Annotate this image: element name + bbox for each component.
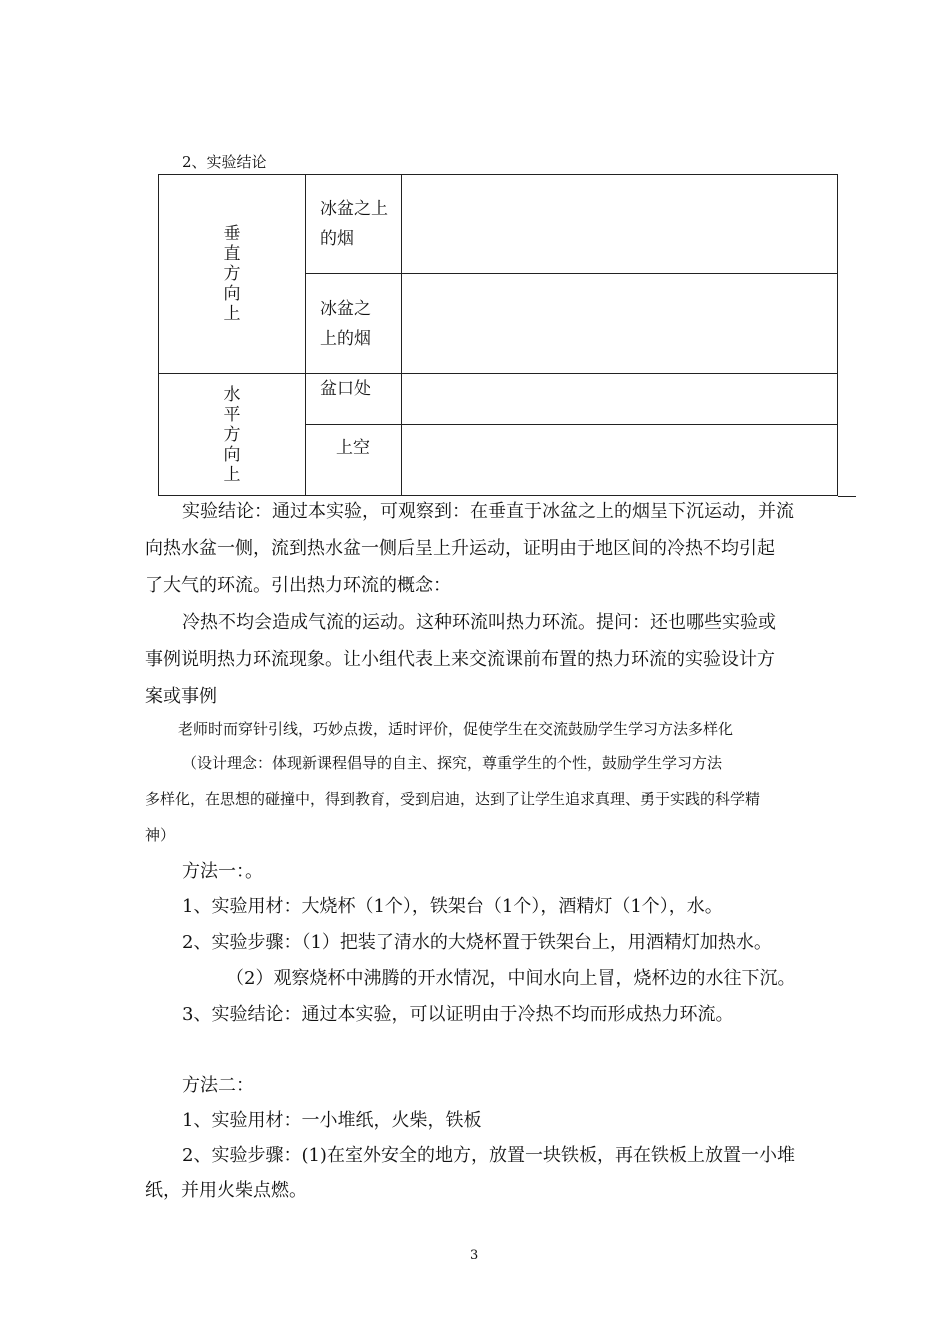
row-value-4 [402,425,838,496]
page-number: 3 [470,1248,479,1263]
concept-line-3: 案或事例 [145,686,217,707]
method1-materials: 1、实验用材：大烧杯（1个），铁架台（1个），酒精灯（1个），水。 [182,896,723,917]
row-label-1: 冰盆之上 的烟 [306,175,402,274]
conclusion-line-3: 了大气的环流。引出热力环流的概念： [145,575,451,596]
row-value-2 [402,274,838,374]
conclusion-line-2: 向热水盆一侧，流到热水盆一侧后呈上升运动，证明由于地区间的冷热不均引起 [145,538,775,559]
design-line-2: 多样化，在思想的碰撞中，得到教育，受到启迪，达到了让学生追求真理、勇于实践的科学精 [145,790,761,808]
method2-steps-line-2: 纸，并用火柴点燃。 [145,1180,307,1201]
row-label-3: 盆口处 [306,374,402,425]
conclusion-line-1: 实验结论：通过本实验，可观察到：在垂直于冰盆之上的烟呈下沉运动，并流 [182,501,794,522]
table-edge-line [838,496,856,497]
conclusion-table [158,174,838,496]
concept-line-1: 冷热不均会造成气流的运动。这种环流叫热力环流。提问：还也哪些实验或 [182,612,776,633]
teacher-note: 老师时而穿针引线，巧妙点拨，适时评价，促使学生在交流鼓励学生学习方法多样化 [178,720,734,738]
method2-title: 方法二： [182,1075,254,1096]
row-label-2: 冰盆之 上的烟 [306,274,402,374]
horizontal-direction-cell: 水 平 方 向 上 [159,374,306,496]
method2-steps-line-1: 2、实验步骤：(1)在室外安全的地方，放置一块铁板，再在铁板上放置一小堆 [182,1145,795,1166]
method1-title: 方法一：。 [182,861,263,882]
design-line-1: （设计理念：体现新课程倡导的自主、探究，尊重学生的个性，鼓励学生学习方法 [182,754,723,772]
row-value-1 [402,175,838,274]
method1-steps: 2、实验步骤：（1）把装了清水的大烧杯置于铁架台上，用酒精灯加热水。 [182,932,772,953]
method2-materials: 1、实验用材：一小堆纸，火柴，铁板 [182,1110,482,1131]
method1-conclusion: 3、实验结论：通过本实验，可以证明由于冷热不均而形成热力环流。 [182,1004,734,1025]
method1-steps-2: （2）观察烧杯中沸腾的开水情况，中间水向上冒，烧杯边的水往下沉。 [226,968,796,989]
row-value-3 [402,374,838,425]
row-label-4: 上空 [306,425,402,496]
section-heading: 2、实验结论 [182,153,267,171]
design-line-3: 神） [145,826,176,844]
vertical-direction-cell: 垂 直 方 向 上 [159,175,306,374]
concept-line-2: 事例说明热力环流现象。让小组代表上来交流课前布置的热力环流的实验设计方 [145,649,775,670]
